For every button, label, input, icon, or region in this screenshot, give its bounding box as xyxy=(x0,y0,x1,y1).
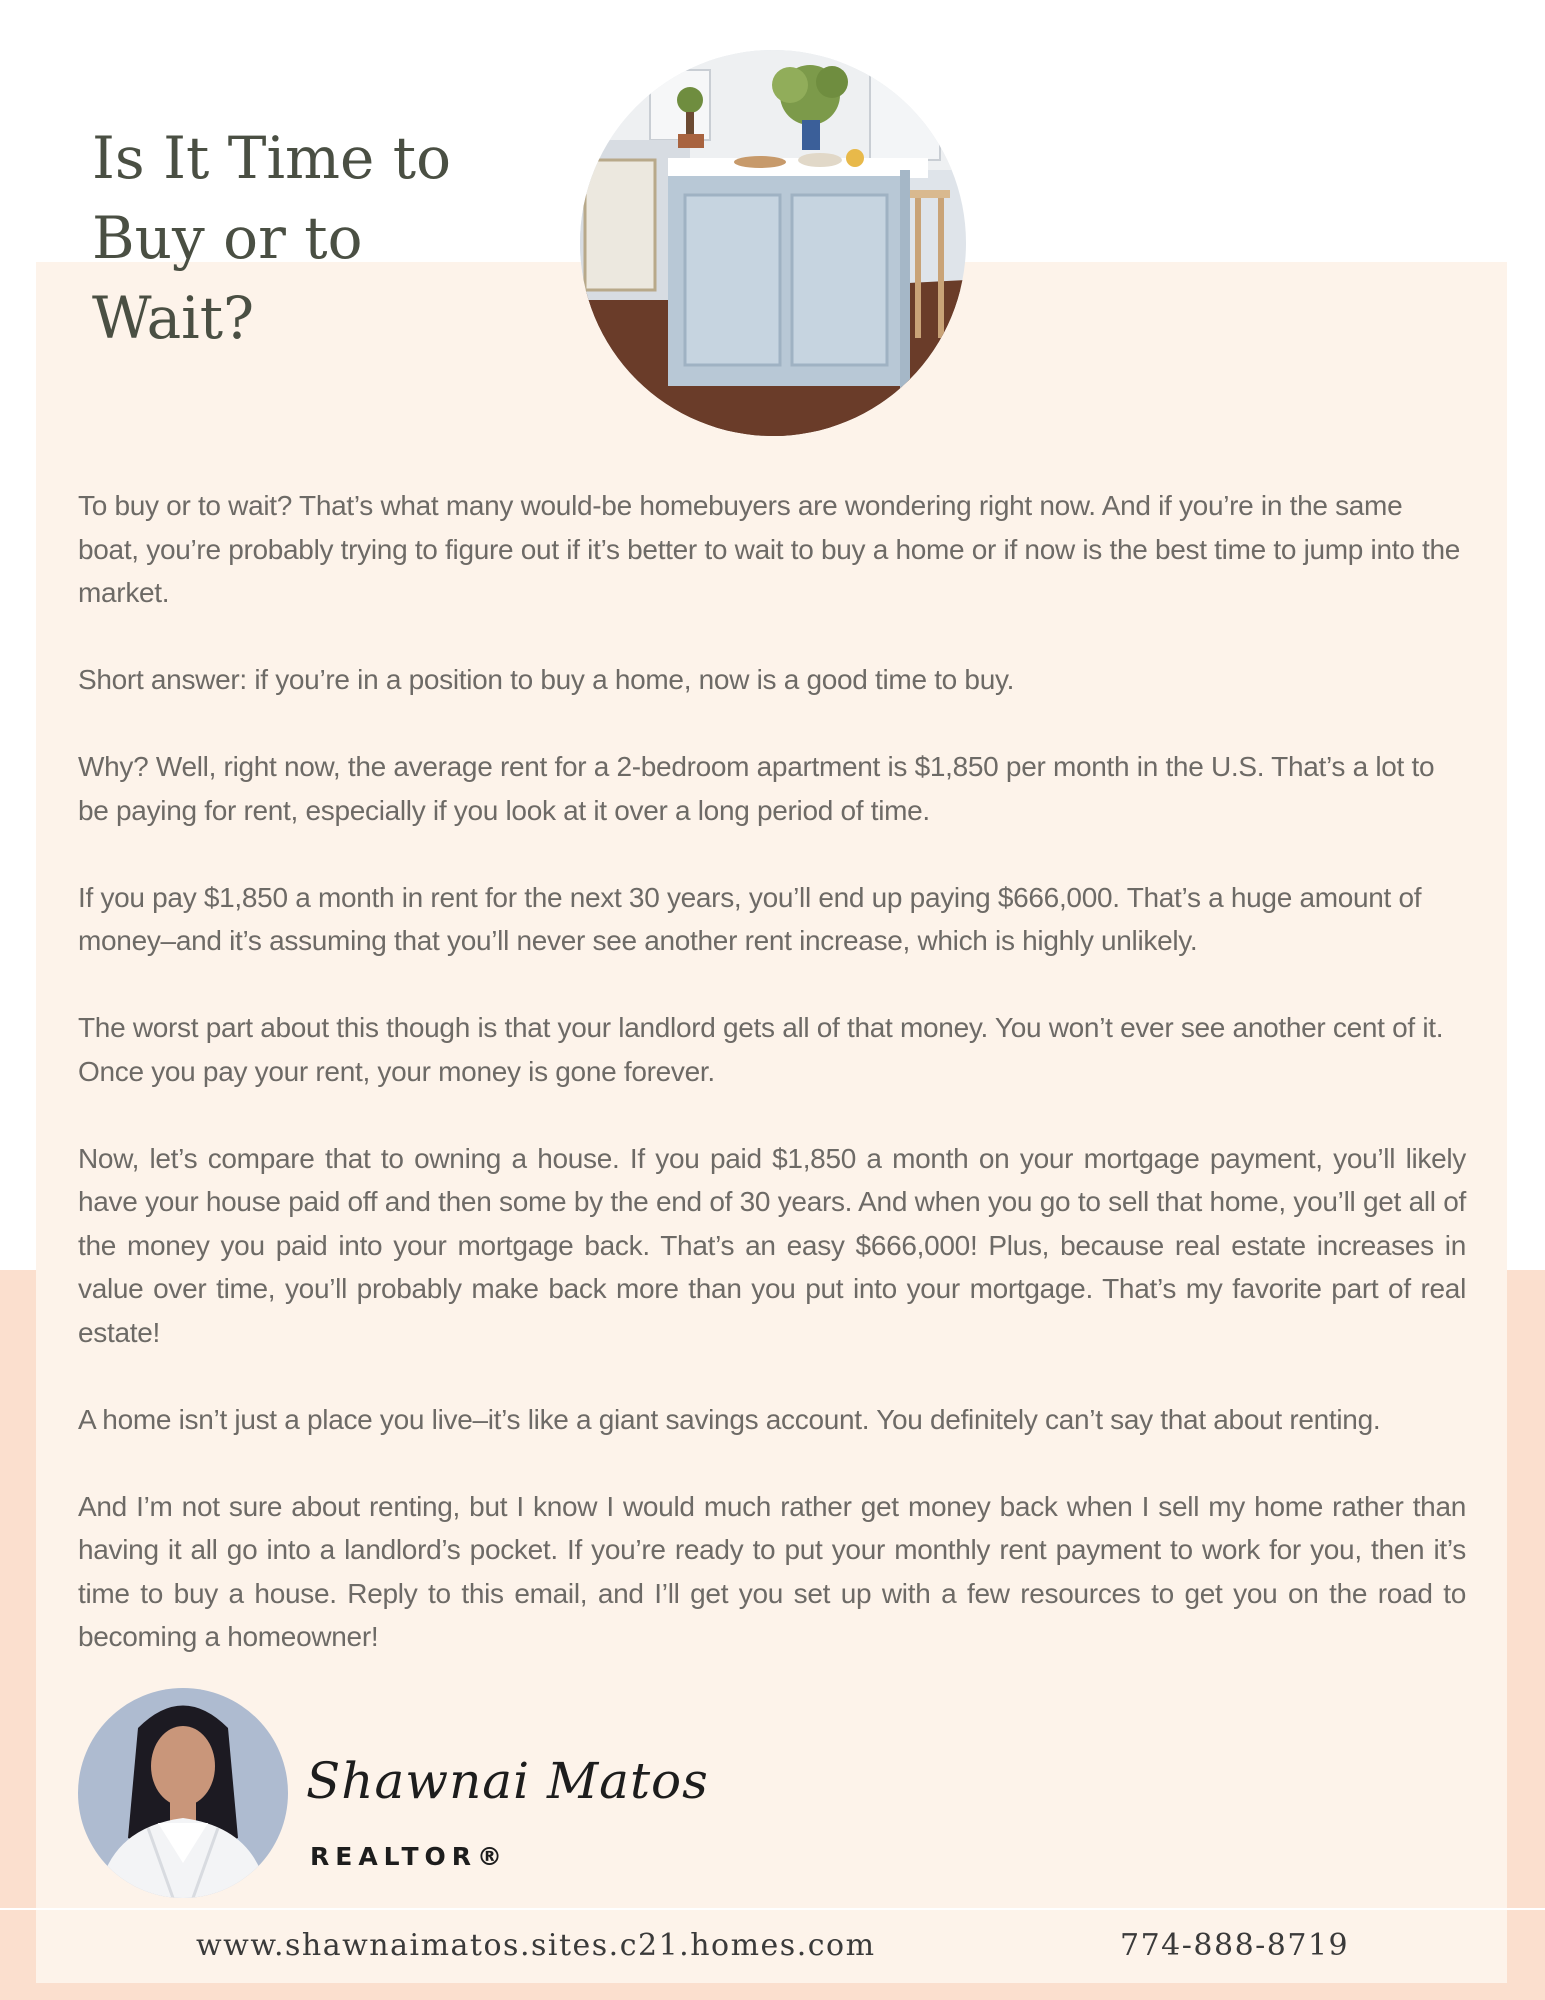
footer-divider xyxy=(0,1908,1545,1910)
agent-avatar xyxy=(78,1688,288,1898)
phone-number[interactable]: 774-888-8719 xyxy=(1120,1928,1350,1963)
agent-title: REALTOR® xyxy=(310,1842,509,1871)
page-title: Is It Time to Buy or to Wait? xyxy=(92,124,451,352)
paragraph-30-years: If you pay $1,850 a month in rent for the next 30 years, you’ll end up paying $666,000. That’s a huge amount of money–and it’s assuming that you’ll never see another rent increase, which is highly unlikely. xyxy=(78,881,1422,956)
paragraph-rent: Why? Well, right now, the average rent for a 2-bedroom apartment is $1,850 per month in the U.S. That’s a lot to be paying for rent, especially if you look at it over a long period of time. xyxy=(78,751,1435,826)
agent-signature: Shawnai Matos xyxy=(306,1752,709,1810)
paragraph-savings: A home isn’t just a place you live–it’s like a giant savings account. You definitely can’t say that about renting. xyxy=(78,1403,1381,1435)
kitchen-photo xyxy=(580,50,966,436)
paragraph-closing: And I’m not sure about renting, but I know I would much rather get money back when I sell my home rather than having it all go into a landlord’s pocket. If you’re ready to put your monthly rent payment to work for you, then it’s time to buy a house. Reply to this email, and I’ll get you set up with a few resources to get you on the road to becoming a homeowner! xyxy=(78,1490,1466,1652)
paragraph-short-answer: Short answer: if you’re in a position to buy a home, now is a good time to buy. xyxy=(78,664,1015,695)
website-link[interactable]: www.shawnaimatos.sites.c21.homes.com xyxy=(196,1928,876,1963)
article-body xyxy=(78,484,1466,1702)
paragraph-owning: Now, let’s compare that to owning a house. If you paid $1,850 a month on your mortgage payment, you’ll likely have your house paid off and then some by the end of 30 years. And when you go to sell that home, you’ll get all of the money you paid into your mortgage back. That’s an easy $666,000! Plus, because real estate increases in value over time, you’ll probably make back more than you put into your mortgage. That’s my favorite part of real estate! xyxy=(78,1142,1466,1348)
paragraph-landlord: The worst part about this though is that your landlord gets all of that money. You won’t ever see another cent of it. Once you pay your rent, your money is gone forever. xyxy=(78,1012,1444,1087)
paragraph-intro: To buy or to wait? That’s what many would-be homebuyers are wondering right now. And if you’re in the same boat, you’re probably trying to figure out if it’s better to wait to buy a home or if now is the best time to jump into the market. xyxy=(78,490,1460,608)
